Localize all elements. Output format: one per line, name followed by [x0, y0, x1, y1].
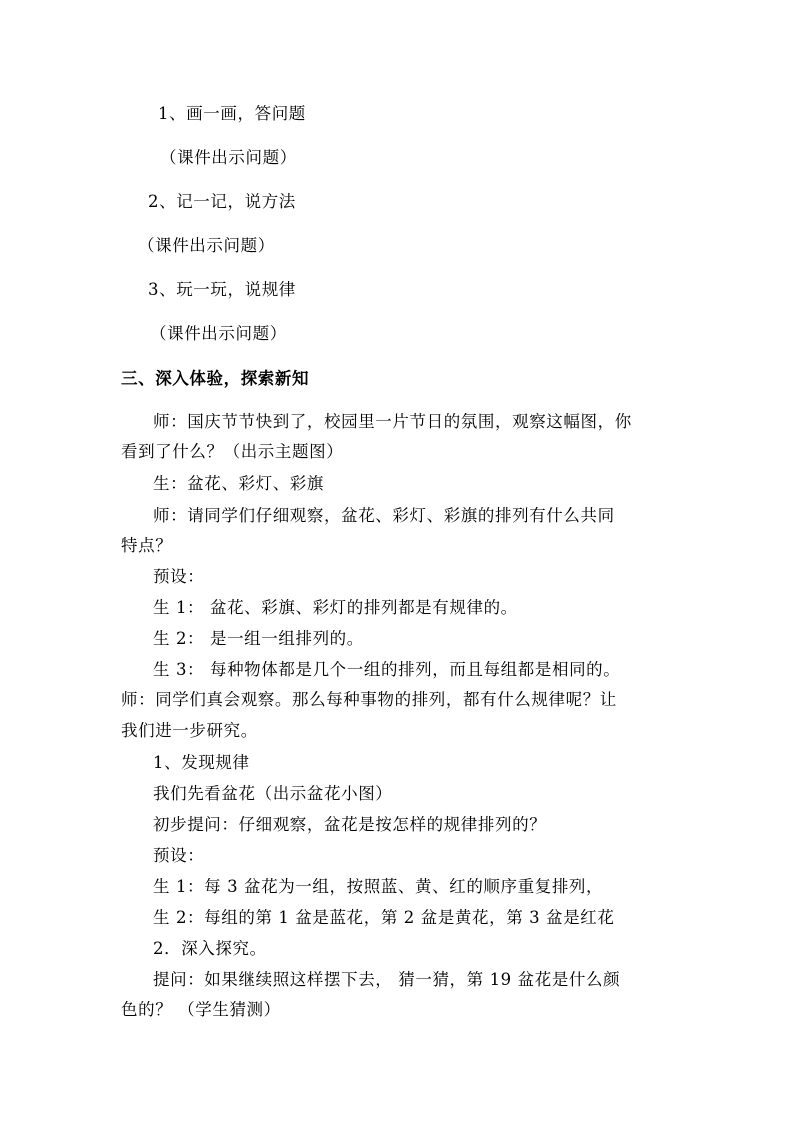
step-3-title: 3、玩一玩，说规律	[148, 280, 296, 299]
paragraph-line: 提问：如果继续照这样摆下去， 猜一猜，第 19 盆花是什么颜	[153, 970, 621, 989]
paragraph-line: 生 1：每 3 盆花为一组，按照蓝、黄、红的顺序重复排列，	[153, 877, 604, 896]
paragraph-line: 我们先看盆花（出示盆花小图）	[153, 784, 393, 803]
step-2-note: （课件出示问题）	[138, 236, 275, 255]
step-3-note: （课件出示问题）	[150, 324, 287, 343]
paragraph-line: 生：盆花、彩灯、彩旗	[153, 474, 324, 493]
paragraph-line: 看到了什么？（出示主题图）	[121, 442, 344, 461]
paragraph-line: 预设：	[153, 846, 205, 865]
paragraph-line: 生 1： 盆花、彩旗、彩灯的排列都是有规律的。	[153, 598, 518, 617]
paragraph-line: 生 3： 每种物体都是几个一组的排列，而且每组都是相同的。	[153, 660, 621, 679]
paragraph-line: 1、发现规律	[153, 753, 250, 772]
paragraph-line: 我们进一步研究。	[121, 721, 258, 740]
paragraph-line: 2．深入探究。	[153, 939, 267, 958]
paragraph-line: 师：请同学们仔细观察，盆花、彩灯、彩旗的排列有什么共同	[153, 506, 615, 525]
paragraph-line: 生 2：每组的第 1 盆是蓝花，第 2 盆是黄花，第 3 盆是红花	[153, 908, 615, 927]
step-1-note: （课件出示问题）	[160, 148, 297, 167]
paragraph-line: 特点？	[121, 536, 173, 555]
paragraph-line: 师：国庆节节快到了，校园里一片节日的氛围，观察这幅图，你	[153, 412, 632, 431]
step-2-title: 2、记一记，说方法	[148, 192, 296, 211]
paragraph-line: 色的？ （学生猜测）	[121, 1000, 281, 1019]
paragraph-line: 预设：	[153, 567, 205, 586]
paragraph-line: 生 2： 是一组一组排列的。	[153, 629, 364, 648]
step-1-title: 1、画一画，答问题	[158, 104, 306, 123]
paragraph-line: 初步提问：仔细观察，盆花是按怎样的规律排列的？	[153, 815, 547, 834]
paragraph-line: 师：同学们真会观察。那么每种事物的排列，都有什么规律呢？让	[121, 690, 617, 709]
section-heading: 三、深入体验，探索新知	[121, 369, 310, 388]
